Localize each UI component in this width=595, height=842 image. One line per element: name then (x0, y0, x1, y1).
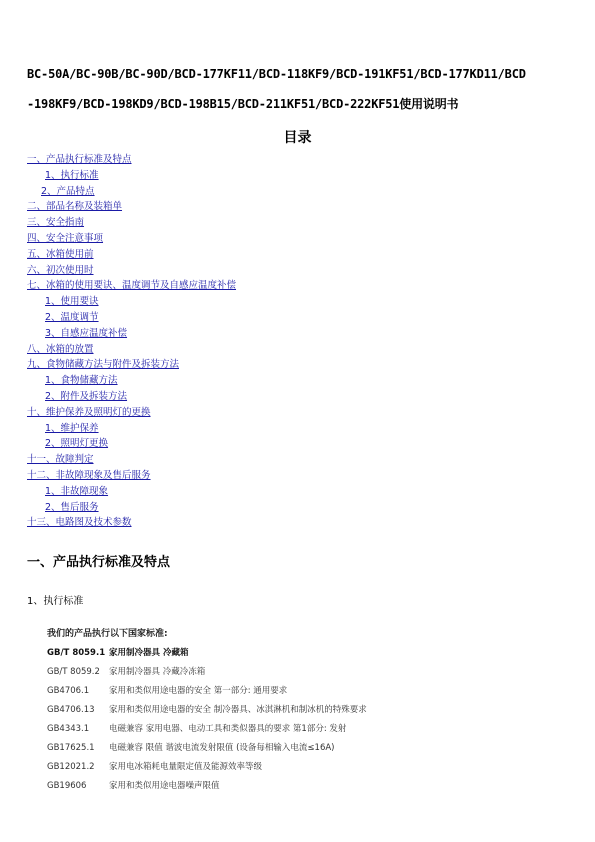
toc-item (27, 373, 427, 389)
toc-item (27, 184, 427, 200)
toc-item (27, 421, 427, 437)
standard-code: GB12021.2 (47, 762, 95, 772)
standards-intro: 我们的产品执行以下国家标准: (47, 629, 168, 639)
toc-link[interactable]: 2、附件及拆装方法 (45, 390, 128, 402)
standard-row (47, 780, 517, 799)
toc-item (27, 468, 427, 484)
toc-link[interactable]: 七、冰箱的使用要诀、温度调节及自感应温度补偿 (27, 280, 237, 292)
toc-item (27, 452, 427, 468)
manual-title-line-2: -198KF9/BCD-198KD9/BCD-198B15/BCD-211KF51/BCD-222KF51使用说明书 (27, 97, 459, 111)
standard-row (47, 685, 517, 704)
standards-figure (47, 628, 517, 799)
toc-item (27, 436, 427, 452)
standard-row (47, 704, 517, 723)
standard-row (47, 742, 517, 761)
standard-code: GB/T 8059.2 (47, 667, 100, 677)
toc-item (27, 310, 427, 326)
standard-row (47, 761, 517, 780)
toc-link[interactable]: 1、维护保养 (45, 422, 99, 434)
toc-item (27, 278, 427, 294)
toc-item (27, 357, 427, 373)
toc-item (27, 231, 427, 247)
toc-link[interactable]: 1、执行标准 (45, 169, 99, 181)
toc-link[interactable]: 三、安全指南 (27, 217, 85, 229)
table-of-contents (27, 152, 427, 531)
toc-link[interactable]: 六、初次使用时 (27, 264, 94, 276)
standard-description: 电磁兼容 限值 谐波电流发射限值 (设备每相输入电流≤16A) (109, 743, 335, 753)
standard-description: 家用电冰箱耗电量限定值及能源效率等级 (109, 762, 263, 772)
standard-row (47, 647, 517, 666)
standard-description: 家用制冷器具 冷藏冷冻箱 (109, 667, 206, 677)
toc-link[interactable]: 1、使用要诀 (45, 296, 99, 308)
toc-item (27, 152, 427, 168)
toc-item (27, 168, 427, 184)
standard-code: GB4343.1 (47, 724, 90, 734)
standard-description: 家用和类似用途电器噪声限值 (109, 781, 220, 791)
toc-item (27, 263, 427, 279)
standard-description: 家用和类似用途电器的安全 第一部分: 通用要求 (109, 686, 288, 696)
toc-item (27, 199, 427, 215)
toc-link[interactable]: 二、部品名称及装箱单 (27, 201, 123, 213)
standard-code: GB17625.1 (47, 743, 95, 753)
toc-link[interactable]: 四、安全注意事项 (27, 232, 104, 244)
standard-row (47, 666, 517, 685)
toc-link[interactable]: 2、照明灯更换 (45, 438, 109, 450)
toc-link[interactable]: 2、售后服务 (45, 501, 99, 513)
toc-link[interactable]: 2、温度调节 (45, 311, 99, 323)
toc-item (27, 326, 427, 342)
standard-description: 家用和类似用途电器的安全 制冷器具、冰淇淋机和制冰机的特殊要求 (109, 705, 367, 715)
toc-item (27, 389, 427, 405)
toc-link[interactable]: 十二、非故障现象及售后服务 (27, 469, 151, 481)
toc-link[interactable]: 2、产品特点 (41, 185, 95, 197)
toc-item (27, 342, 427, 358)
toc-heading: 目录 (283, 130, 312, 146)
toc-link[interactable]: 1、非故障现象 (45, 485, 109, 497)
toc-link[interactable]: 十三、电路图及技术参数 (27, 517, 132, 529)
toc-link[interactable]: 十、维护保养及照明灯的更换 (27, 406, 151, 418)
toc-link[interactable]: 3、自感应温度补偿 (45, 327, 128, 339)
toc-item (27, 294, 427, 310)
toc-item (27, 484, 427, 500)
standard-description: 家用制冷器具 冷藏箱 (109, 648, 189, 658)
standard-description: 电磁兼容 家用电器、电动工具和类似器具的要求 第1部分: 发射 (109, 724, 347, 734)
standard-code: GB19606 (47, 781, 87, 791)
toc-link[interactable]: 十一、故障判定 (27, 454, 94, 466)
toc-item (27, 515, 427, 531)
standard-code: GB/T 8059.1 (47, 648, 106, 658)
section-heading: 一、产品执行标准及特点 (27, 555, 171, 570)
toc-item (27, 405, 427, 421)
subsection-heading: 1、执行标准 (27, 596, 84, 607)
toc-link[interactable]: 八、冰箱的放置 (27, 343, 94, 355)
standard-code: GB4706.13 (47, 705, 95, 715)
manual-title-line-1: BC-50A/BC-90B/BC-90D/BCD-177KF11/BCD-118KF9/BCD-191KF51/BCD-177KD11/BCD (27, 67, 526, 81)
toc-item (27, 215, 427, 231)
standard-code: GB4706.1 (47, 686, 90, 696)
toc-item (27, 247, 427, 263)
toc-link[interactable]: 1、食物储藏方法 (45, 375, 118, 387)
toc-item (27, 500, 427, 516)
toc-link[interactable]: 一、产品执行标准及特点 (27, 154, 132, 165)
toc-link[interactable]: 九、食物储藏方法与附件及拆装方法 (27, 359, 180, 371)
toc-link[interactable]: 五、冰箱使用前 (27, 248, 94, 260)
standard-row (47, 723, 517, 742)
